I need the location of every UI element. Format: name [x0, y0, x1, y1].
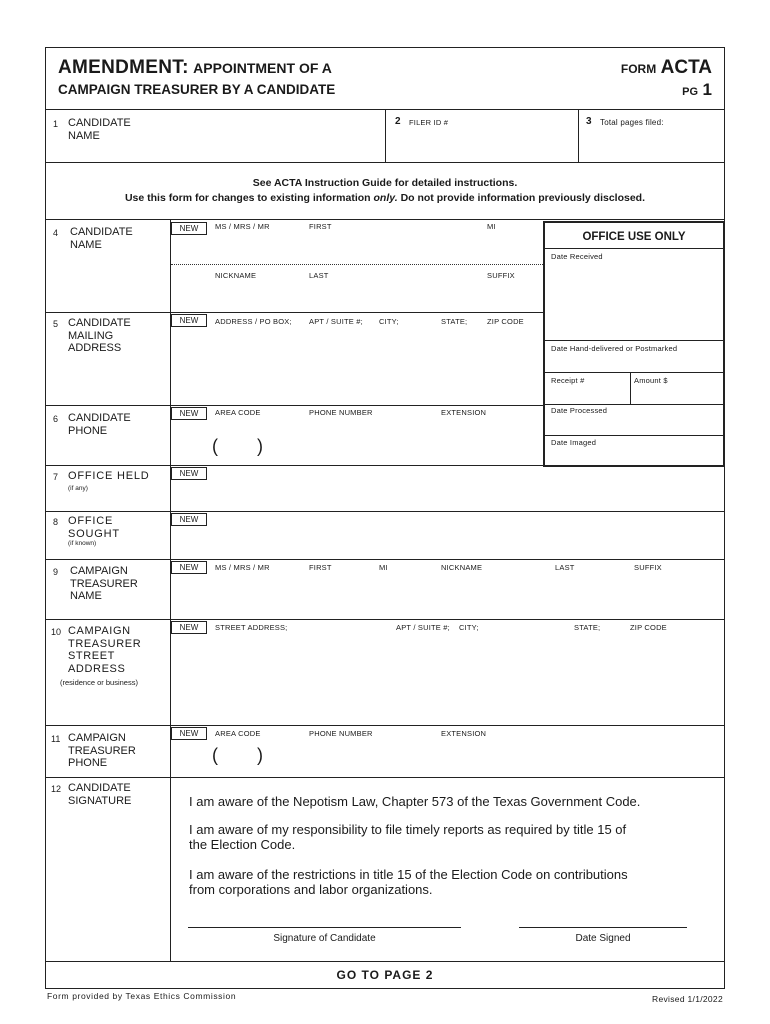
affirmation-reports-2: the Election Code.	[189, 837, 296, 852]
f10-sub-street: STREET ADDRESS;	[215, 623, 288, 632]
instruction-line-2	[0, 192, 770, 204]
form-code-value: ACTA	[660, 57, 712, 78]
f5-sub-city: CITY;	[379, 317, 399, 326]
field-5-label: CANDIDATE MAILING ADDRESS	[68, 317, 131, 354]
field-6-number: 6	[53, 414, 59, 424]
f4-sub-title: MS / MRS / MR	[215, 222, 270, 231]
pg-number: 1	[702, 80, 712, 99]
field-5-number: 5	[53, 319, 59, 329]
f9-sub-first: FIRST	[309, 563, 332, 572]
treasurer-street-address-input[interactable]	[171, 636, 723, 724]
candidate-name-input[interactable]	[146, 111, 384, 161]
field-6-label: CANDIDATE PHONE	[68, 412, 131, 437]
office-date-hand: Date Hand-delivered or Postmarked	[551, 344, 678, 353]
field-11-label: CAMPAIGN TREASURER PHONE	[68, 732, 136, 769]
f6-area-paren-close: )	[257, 436, 263, 456]
office-held-input[interactable]	[171, 480, 723, 510]
f11-area-paren-close: )	[257, 745, 263, 765]
f5-sub-apt: APT / SUITE #;	[309, 317, 363, 326]
field-9-label: CAMPAIGN TREASURER NAME	[70, 565, 138, 602]
instruction-line-2-a: Use this form for changes to existing information	[124, 192, 371, 204]
f4-dotted-separator	[171, 264, 543, 265]
field-1-number: 1	[53, 119, 59, 129]
f9-sub-suffix: SUFFIX	[634, 563, 662, 572]
office-use-title: OFFICE USE ONLY	[582, 231, 686, 243]
candidate-name-first-input[interactable]	[171, 235, 543, 263]
field-11-number: 11	[51, 734, 61, 744]
f9-sub-last: LAST	[555, 563, 575, 572]
form-word: FORM	[620, 62, 657, 76]
f4-sub-nickname: NICKNAME	[215, 271, 257, 280]
field-2-label: FILER ID #	[409, 118, 449, 127]
form-title-amendment: AMENDMENT:	[58, 57, 189, 78]
total-pages-input[interactable]	[580, 132, 722, 161]
f4-sub-last: LAST	[309, 271, 329, 280]
instruction-line-1: See ACTA Instruction Guide for detailed instructions.	[252, 177, 518, 189]
f11-sub-ext: EXTENSION	[441, 729, 487, 738]
f6-sub-ext: EXTENSION	[441, 408, 487, 417]
field-4-number: 4	[53, 228, 59, 238]
office-sought-input[interactable]	[171, 526, 723, 558]
f9-sub-title: MS / MRS / MR	[215, 563, 270, 572]
f5-sub-state: STATE;	[441, 317, 468, 326]
f5-sub-zip: ZIP CODE	[487, 317, 524, 326]
new-checkbox-9[interactable]: NEW	[171, 561, 207, 574]
field-2-number: 2	[395, 116, 401, 127]
form-title-rest: APPOINTMENT OF A	[193, 60, 332, 76]
new-checkbox-8[interactable]: NEW	[171, 513, 207, 526]
go-to-page-2: GO TO PAGE 2	[336, 968, 434, 982]
f11-sub-phone: PHONE NUMBER	[309, 729, 373, 738]
f9-sub-mi: MI	[379, 563, 388, 572]
f6-area-paren-open: (	[212, 436, 218, 456]
treasurer-phone-input[interactable]	[171, 742, 723, 776]
date-signed-label: Date Signed	[575, 933, 631, 944]
office-amount: Amount $	[634, 376, 668, 385]
f10-sub-city: CITY;	[459, 623, 479, 632]
f11-area-paren-open: (	[212, 745, 218, 765]
f10-sub-apt: APT / SUITE #;	[396, 623, 450, 632]
treasurer-name-input[interactable]	[171, 576, 723, 618]
pg-word: PG	[682, 86, 699, 98]
field-12-number: 12	[51, 784, 62, 794]
field-8-note: (if known)	[68, 540, 97, 547]
candidate-name-last-input[interactable]	[171, 282, 543, 311]
new-checkbox-6[interactable]: NEW	[171, 407, 207, 420]
field-8-label: OFFICE SOUGHT	[68, 515, 120, 540]
field-3-label: Total pages filed:	[600, 118, 664, 127]
candidate-phone-input[interactable]	[171, 422, 543, 464]
affirmation-nepotism: I am aware of the Nepotism Law, Chapter 573 of the Texas Government Code.	[189, 794, 641, 809]
field-3-number: 3	[586, 116, 592, 127]
f10-sub-state: STATE;	[574, 623, 601, 632]
new-checkbox-7[interactable]: NEW	[171, 467, 207, 480]
field-9-number: 9	[53, 567, 59, 577]
form-subtitle: CAMPAIGN TREASURER BY A CANDIDATE	[58, 82, 336, 97]
f6-sub-phone: PHONE NUMBER	[309, 408, 373, 417]
office-date-imaged: Date Imaged	[551, 438, 597, 447]
f4-sub-mi: MI	[487, 222, 496, 231]
field-10-number: 10	[51, 627, 62, 637]
affirmation-reports-1: I am aware of my responsibility to file timely reports as required by title 15 of	[189, 822, 627, 837]
field-4-label: CANDIDATE NAME	[70, 226, 133, 251]
office-date-processed: Date Processed	[551, 406, 608, 415]
page-number	[682, 80, 712, 100]
f6-sub-area: AREA CODE	[215, 408, 261, 417]
new-checkbox-11[interactable]: NEW	[171, 727, 207, 740]
new-checkbox-5[interactable]: NEW	[171, 314, 207, 327]
field-8-number: 8	[53, 517, 59, 527]
affirmation-contributions-1: I am aware of the restrictions in title 15 of the Election Code on contributions	[189, 867, 628, 882]
new-checkbox-10[interactable]: NEW	[171, 621, 207, 634]
f5-sub-address: ADDRESS / PO BOX;	[215, 317, 292, 326]
f10-sub-zip: ZIP CODE	[630, 623, 667, 632]
instruction-line-2-only: only.	[373, 192, 398, 204]
form-code	[621, 57, 712, 79]
field-7-number: 7	[53, 472, 59, 482]
filer-id-input[interactable]	[387, 132, 577, 161]
f4-sub-suffix: SUFFIX	[487, 271, 515, 280]
field-12-label: CANDIDATE SIGNATURE	[68, 782, 132, 807]
provided-by: Form provided by Texas Ethics Commission	[47, 991, 237, 1001]
field-10-label: CAMPAIGN TREASURER STREET ADDRESS	[68, 625, 142, 675]
office-receipt: Receipt #	[551, 376, 585, 385]
candidate-signature-input[interactable]	[188, 900, 461, 927]
date-signed-input[interactable]	[519, 900, 687, 927]
f9-sub-nickname: NICKNAME	[441, 563, 483, 572]
f11-sub-area: AREA CODE	[215, 729, 261, 738]
form-title	[58, 57, 332, 79]
new-checkbox-4[interactable]: NEW	[171, 222, 207, 235]
affirmation-contributions-2: from corporations and labor organizations.	[189, 882, 433, 897]
office-date-received: Date Received	[551, 252, 603, 261]
field-7-label: OFFICE HELD	[68, 470, 150, 482]
field-10-note: (residence or business)	[60, 678, 138, 687]
field-1-label: CANDIDATE NAME	[68, 117, 131, 142]
candidate-mailing-address-input[interactable]	[171, 330, 543, 404]
instruction-line-2-c: Do not provide information previously disclosed.	[400, 192, 646, 204]
revised-date: Revised 1/1/2022	[652, 994, 723, 1004]
field-7-note: (if any)	[68, 485, 88, 492]
f4-sub-first: FIRST	[309, 222, 332, 231]
signature-label: Signature of Candidate	[273, 933, 376, 944]
